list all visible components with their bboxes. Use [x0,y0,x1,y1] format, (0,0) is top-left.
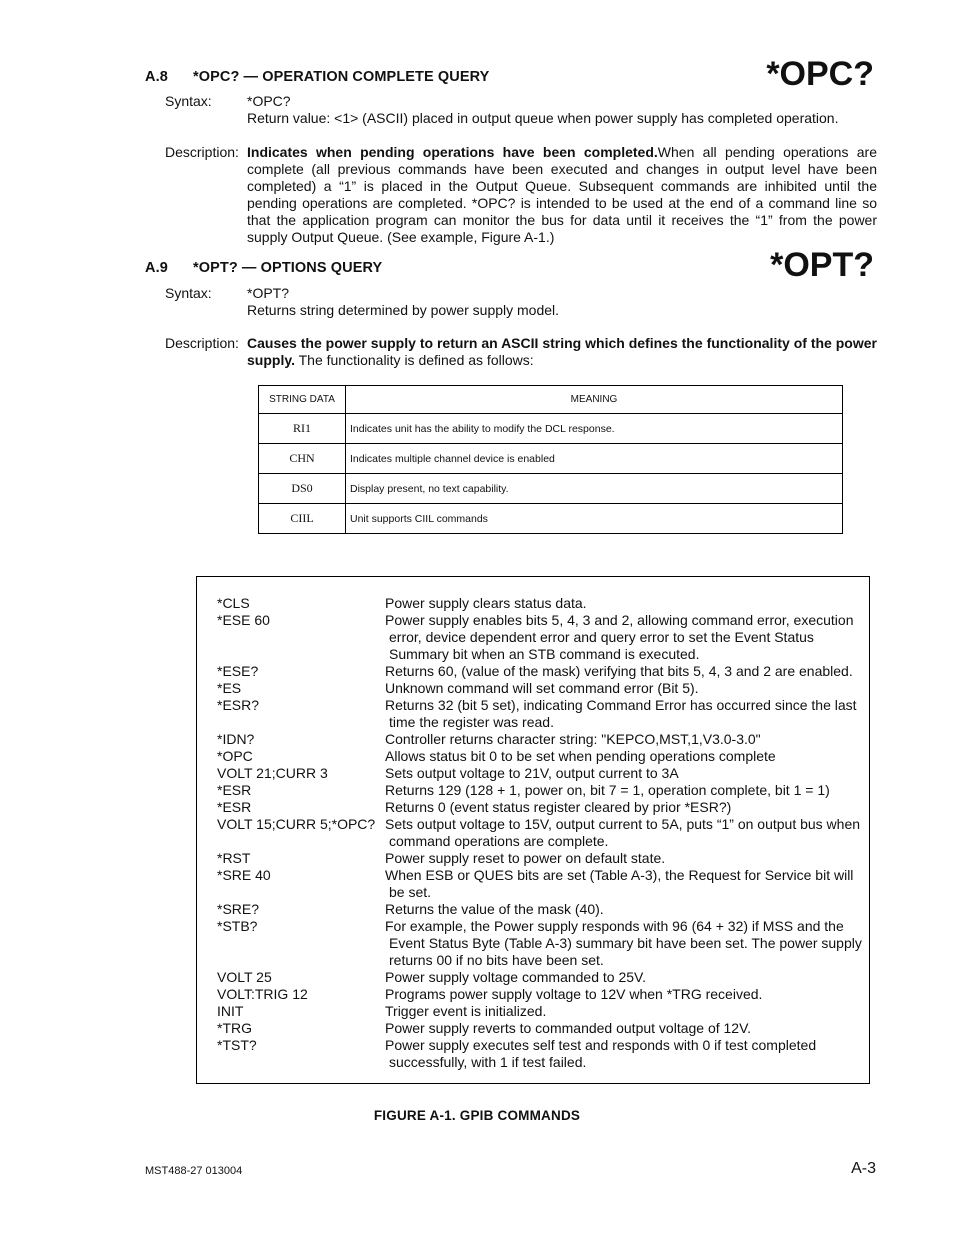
command-description [385,867,865,901]
description-line: Returns 129 (128 + 1, power on, bit 7 = 1, operation complete, bit 1 = 1) [385,782,830,798]
command-description [385,663,865,680]
meaning-cell: Indicates unit has the ability to modify the DCL response. [346,414,843,444]
command-description [385,1003,865,1020]
description-line: Power supply executes self test and responds with 0 if test completed [385,1037,817,1053]
command-row [217,748,867,765]
string-data-cell: CHN [259,444,346,474]
command-description [385,918,865,969]
syntax-line: *OPT? [247,285,290,301]
command-description [385,850,865,867]
syntax-label: Syntax: [165,93,212,109]
description-line: Power supply voltage commanded to 25V. [385,969,646,985]
command-row [217,1037,867,1071]
command-text: *CLS [217,595,250,611]
description-line: successfully, with 1 if test failed. [389,1054,587,1070]
description-text: When all pending operations are complete (all previous commands have been executed and changes in output level have been completed) a “1” is placed in the Output Queue. Subsequent commands are inhibited until the pending operations are completed. *OPC? is intended to be used at the end of a command line so that the application program can monitor the bus for data until it receives the “1” from the power supply Output Queue. (See example, Figure A-1.) [247,144,878,245]
command-text: *IDN? [217,731,255,747]
command-description [385,748,865,765]
description-line: When ESB or QUES bits are set (Table A-3), the Request for Service bit will [385,867,854,883]
table-row [259,414,843,444]
meaning-cell: Display present, no text capability. [346,474,843,504]
description-line: Event Status Byte (Table A-3) summary bit have been set. The power supply [389,935,862,951]
command-description [385,816,865,850]
command-description [385,1020,865,1037]
description-label: Description: [165,144,239,160]
command-text: *ESE 60 [217,612,270,628]
command-text: *ESR [217,782,252,798]
section-a9-heading [145,260,382,276]
command-text: *SRE 40 [217,867,271,883]
description-line: be set. [389,884,432,900]
section-a8-heading [145,69,489,85]
command-description [385,1037,865,1071]
section-a9-description [247,335,877,369]
command-description [385,782,865,799]
string-data-cell: CIIL [259,504,346,534]
meaning-cell: Unit supports CIIL commands [346,504,843,534]
document-id: MST488-27 013004 [145,1165,243,1177]
description-line: Controller returns character string: "KEPCO,MST,1,V3.0-3.0" [385,731,761,747]
description-line: Power supply reset to power on default state. [385,850,666,866]
command-text: VOLT 15;CURR 5;*OPC? [217,816,376,832]
gpib-commands-figure [196,576,870,1084]
syntax-line: *OPC? [247,93,291,109]
options-table [258,385,843,534]
command-text: INIT [217,1003,244,1019]
command-row [217,663,867,680]
figure-caption: FIGURE A-1. GPIB COMMANDS [373,1108,581,1123]
command-text: *RST [217,850,251,866]
command-row [217,595,867,612]
command-row [217,765,867,782]
command-text: *ESR [217,799,252,815]
table-row [259,504,843,534]
table-row [259,444,843,474]
syntax-label: Syntax: [165,285,212,301]
command-row [217,612,867,663]
section-number: A.9 [145,260,168,276]
column-header: STRING DATA [259,386,346,414]
command-description [385,595,865,612]
description-line: Power supply enables bits 5, 4, 3 and 2, allowing command error, execution [385,612,854,628]
syntax-line: Return value: <1> (ASCII) placed in output queue when power supply has completed operation. [247,110,839,126]
description-line: Returns the value of the mask (40). [385,901,604,917]
description-line: command operations are complete. [389,833,609,849]
description-line: Allows status bit 0 to be set when pending operations complete [385,748,776,764]
description-line: Power supply reverts to commanded output voltage of 12V. [385,1020,752,1036]
command-text: *ESE? [217,663,259,679]
command-description [385,697,865,731]
command-row [217,680,867,697]
command-description [385,680,865,697]
meaning-cell: Indicates multiple channel device is enabled [346,444,843,474]
command-description [385,986,865,1003]
command-description [385,901,865,918]
string-data-cell: RI1 [259,414,346,444]
command-row [217,867,867,901]
page-number: A-3 [851,1160,876,1177]
description-line: Power supply clears status data. [385,595,587,611]
string-data-cell: DS0 [259,474,346,504]
description-line: Unknown command will set command error (Bit 5). [385,680,699,696]
command-text: *ES [217,680,242,696]
column-header: MEANING [346,386,843,414]
command-row [217,799,867,816]
command-row [217,782,867,799]
command-text: *ESR? [217,697,260,713]
description-line: Trigger event is initialized. [385,1003,547,1019]
command-text: *OPC [217,748,253,764]
table-row [259,474,843,504]
description-line: error, device dependent error and query error to set the Event Status [389,629,814,645]
description-bold: Causes the power supply to return an ASCII string which defines the functionality of the power supply. [247,335,877,368]
command-text: *SRE? [217,901,260,917]
syntax-line: Returns string determined by power supply model. [247,302,560,318]
section-number: A.8 [145,69,168,85]
section-title: *OPT? — OPTIONS QUERY [193,260,383,276]
command-row [217,850,867,867]
description-bold: Indicates when pending operations have been completed. [247,144,658,160]
command-text: *TST? [217,1037,257,1053]
description-line: time the register was read. [389,714,554,730]
command-description [385,799,865,816]
command-description [385,969,865,986]
command-row [217,901,867,918]
description-label: Description: [165,335,239,351]
command-description [385,612,865,663]
command-row [217,1020,867,1037]
description-line: returns 00 if no bits have been set. [389,952,604,968]
description-line: Programs power supply voltage to 12V when *TRG received. [385,986,763,1002]
command-row [217,986,867,1003]
command-row [217,1003,867,1020]
command-row [217,731,867,748]
description-text: The functionality is defined as follows: [294,352,534,368]
command-text: VOLT:TRIG 12 [217,986,308,1002]
command-text: VOLT 21;CURR 3 [217,765,328,781]
command-row [217,697,867,731]
table-header-row [259,386,843,414]
description-line: Summary bit when an STB command is executed. [389,646,700,662]
command-row [217,816,867,850]
description-line: Sets output voltage to 15V, output current to 5A, puts “1” on output bus when [385,816,861,832]
command-text: *STB? [217,918,258,934]
section-a8-big-title: *OPC? [766,55,874,93]
command-description [385,765,865,782]
description-line: For example, the Power supply responds with 96 (64 + 32) if MSS and the [385,918,844,934]
section-title: *OPC? — OPERATION COMPLETE QUERY [193,69,490,85]
description-line: Returns 60, (value of the mask) verifying that bits 5, 4, 3 and 2 are enabled. [385,663,853,679]
command-text: *TRG [217,1020,252,1036]
description-line: Returns 32 (bit 5 set), indicating Command Error has occurred since the last [385,697,857,713]
command-description [385,731,865,748]
command-row [217,969,867,986]
section-a8-description [247,144,877,246]
command-row [217,918,867,969]
command-text: VOLT 25 [217,969,272,985]
description-line: Returns 0 (event status register cleared by prior *ESR?) [385,799,732,815]
description-line: Sets output voltage to 21V, output current to 3A [385,765,679,781]
section-a9-big-title: *OPT? [770,246,874,284]
